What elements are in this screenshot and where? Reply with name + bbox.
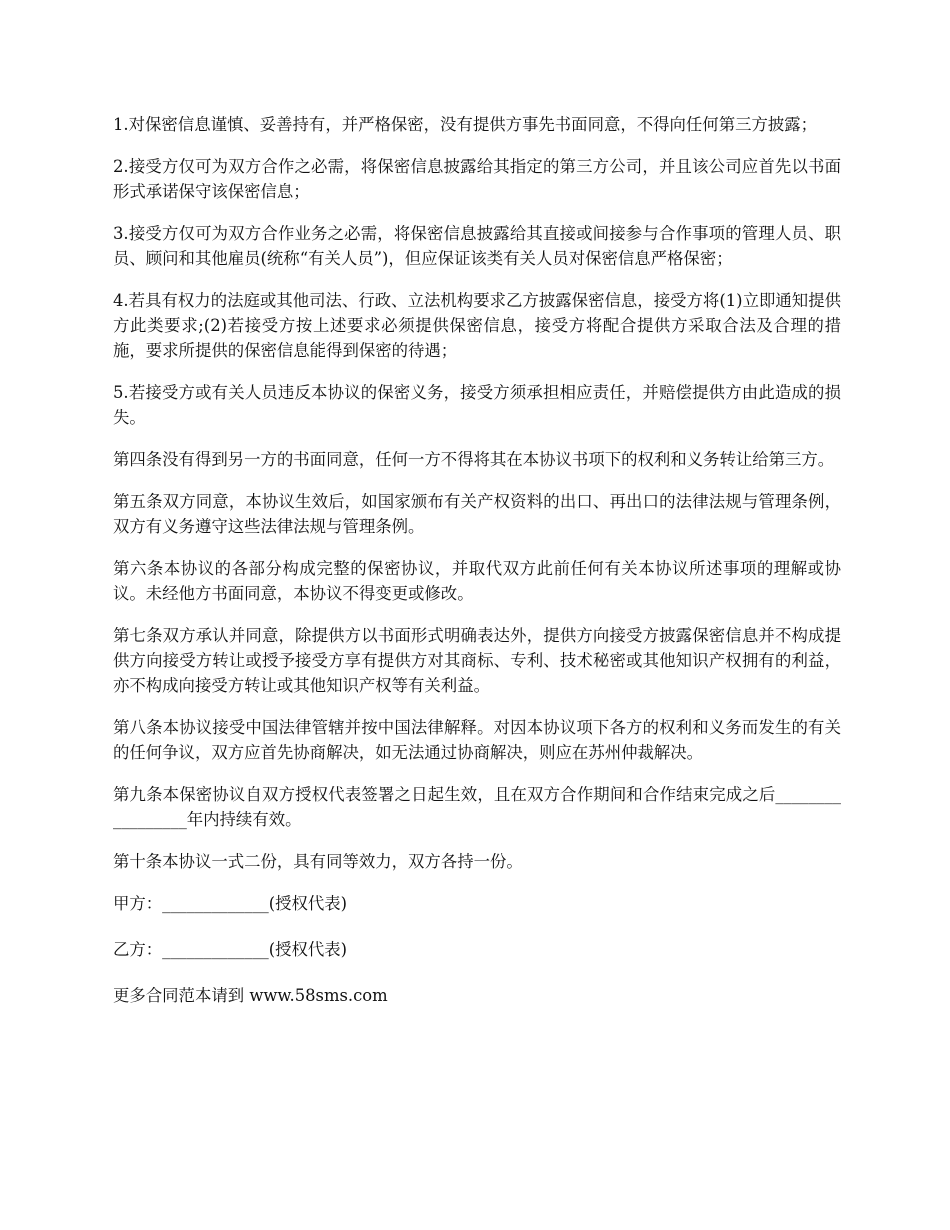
article-7: 第七条双方承认并同意，除提供方以书面形式明确表达外，提供方向接受方披露保密信息并不构成提供方向接受方转让或授予接受方享有提供方对其商标、专利、技术秘密或其他知识产权拥有的利益，亦不构成向接受方转让或其他知识产权等有关利益。 [113, 626, 841, 695]
clause-2: 2.接受方仅可为双方合作之必需，将保密信息披露给其指定的第三方公司，并且该公司应首先以书面形式承诺保守该保密信息； [113, 157, 841, 201]
article-4: 第四条没有得到另一方的书面同意，任何一方不得将其在本协议书项下的权利和义务转让给第三方。 [113, 450, 835, 469]
article-10: 第十条本协议一式二份，具有同等效力，双方各持一份。 [113, 852, 523, 871]
party-b-signature: 乙方：_____________(授权代表) [113, 940, 348, 959]
document-body [113, 112, 841, 1029]
footer-link-text: 更多合同范本请到 www.58sms.com [113, 986, 388, 1005]
clause-5: 5.若接受方或有关人员违反本协议的保密义务，接受方须承担相应责任，并赔偿提供方由此造成的损失。 [113, 383, 841, 427]
article-8: 第八条本协议接受中国法律管辖并按中国法律解释。对因本协议项下各方的权利和义务而发生的有关的任何争议，双方应首先协商解决，如无法通过协商解决，则应在苏州仲裁解决。 [113, 718, 841, 762]
article-9: 第九条本保密协议自双方授权代表签署之日起生效，且在双方合作期间和合作结束完成之后_________________年内持续有效。 [113, 785, 841, 829]
clause-1: 1.对保密信息谨慎、妥善持有，并严格保密，没有提供方事先书面同意，不得向任何第三方披露； [113, 115, 818, 134]
article-6: 第六条本协议的各部分构成完整的保密协议，并取代双方此前任何有关本协议所述事项的理解或协议。未经他方书面同意，本协议不得变更或修改。 [113, 559, 841, 603]
party-a-signature: 甲方：_____________(授权代表) [113, 894, 348, 913]
clause-4: 4.若具有权力的法庭或其他司法、行政、立法机构要求乙方披露保密信息，接受方将(1)立即通知提供方此类要求;(2)若接受方按上述要求必须提供保密信息，接受方将配合提供方采取合法及合理的措施，要求所提供的保密信息能得到保密的待遇； [113, 291, 841, 360]
clause-3: 3.接受方仅可为双方合作业务之必需，将保密信息披露给其直接或间接参与合作事项的管理人员、职员、顾问和其他雇员(统称“有关人员”)，但应保证该类有关人员对保密信息严格保密； [113, 224, 841, 268]
article-5: 第五条双方同意，本协议生效后，如国家颁布有关产权资料的出口、再出口的法律法规与管理条例，双方有义务遵守这些法律法规与管理条例。 [113, 492, 841, 536]
